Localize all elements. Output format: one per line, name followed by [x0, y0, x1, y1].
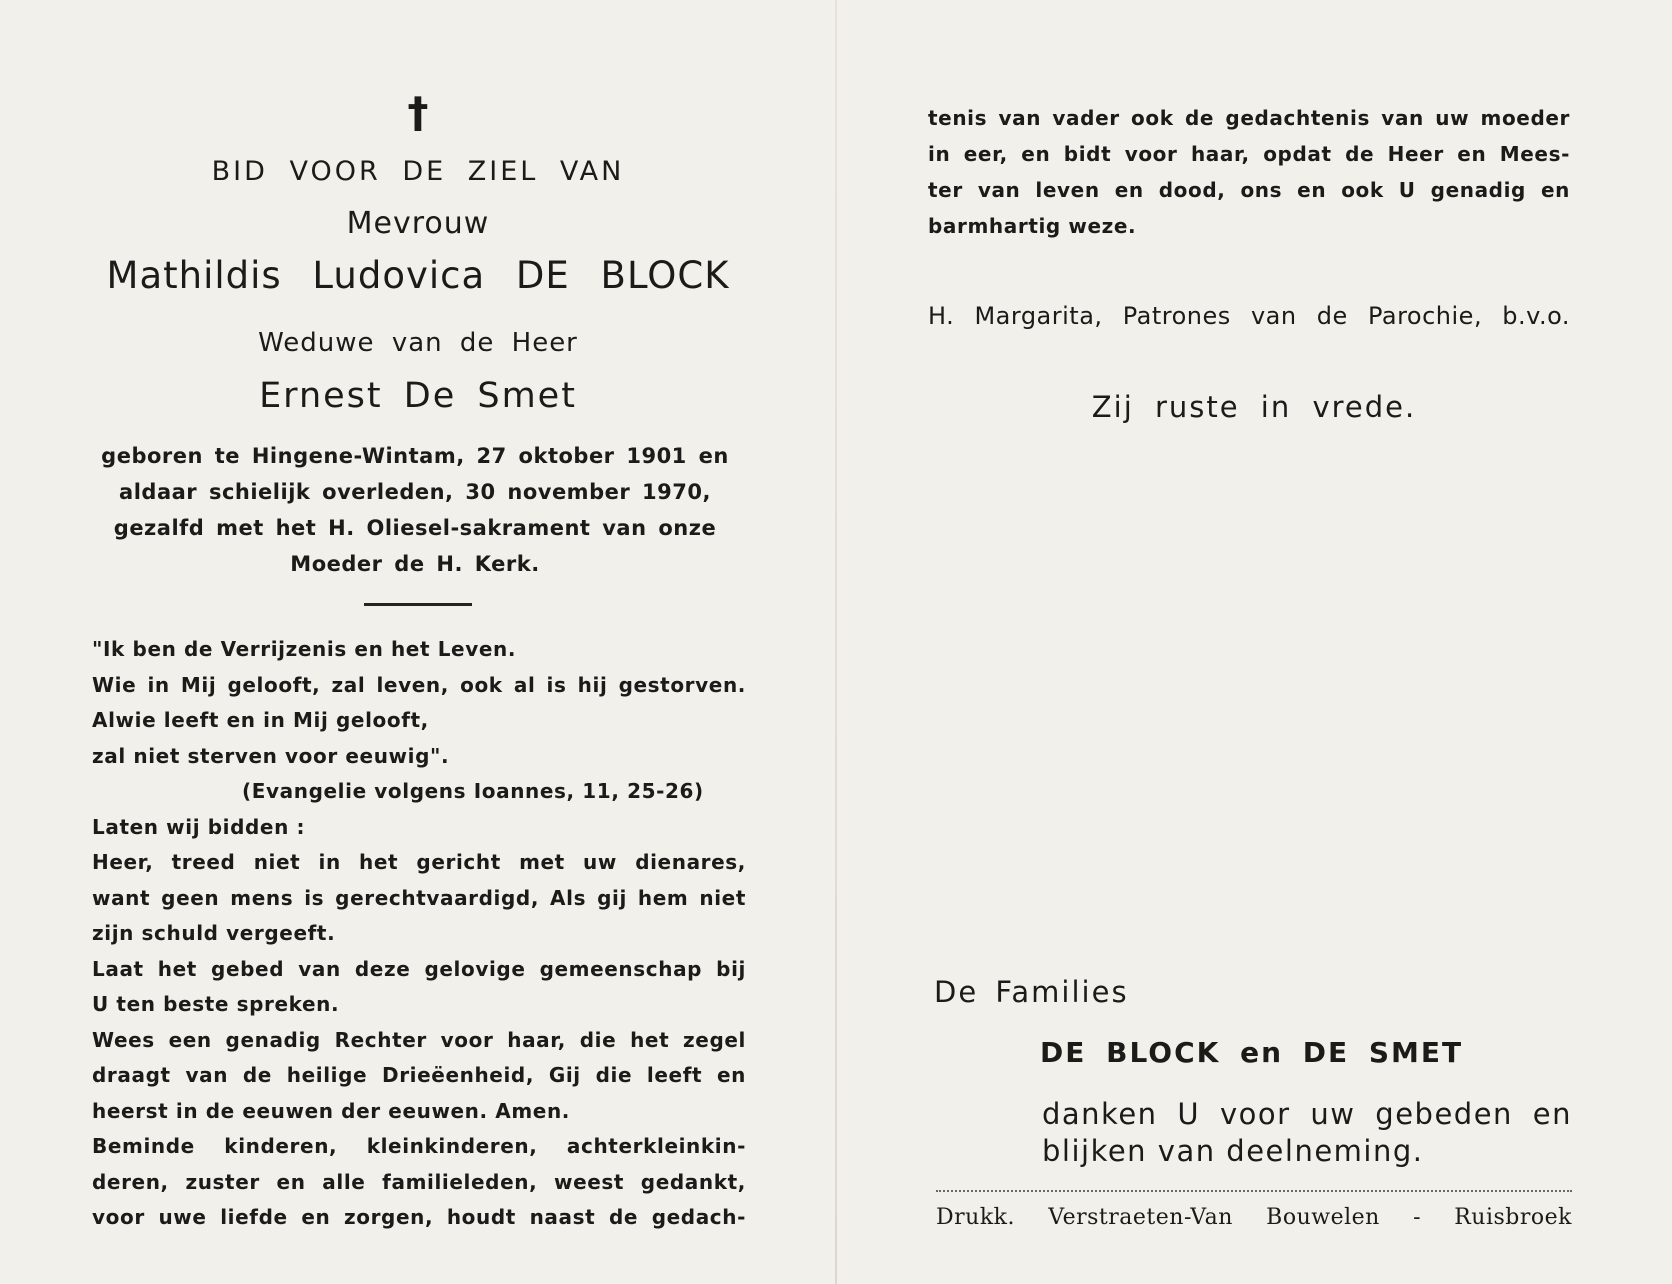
divider-line	[364, 603, 472, 606]
thanks-line: blijken van deelneming.	[1042, 1134, 1424, 1168]
prayer-line: heerst in de eeuwen der eeuwen. Amen.	[92, 1098, 571, 1123]
prayer-line: Alwie leeft en in Mij gelooft,	[92, 708, 429, 732]
continued-text	[928, 100, 1570, 244]
prayer-text	[92, 632, 746, 1236]
prayer-line: voor uwe liefde en zorgen, houdt naast de gedach-	[92, 1205, 746, 1229]
printer-rule	[936, 1190, 1572, 1192]
prayer-line: Wees een genadig Rechter voor haar, die het zegel	[92, 1027, 746, 1052]
birth-line: gezalfd met het H. Oliesel-sakrament van onze	[113, 516, 717, 540]
continued-line: in eer, en bidt voor haar, opdat de Heer en Mees-	[928, 142, 1570, 166]
prayer-line: U ten beste spreken.	[92, 992, 340, 1016]
prayer-line: deren, zuster en alle familieleden, weest gedankt,	[92, 1169, 746, 1194]
cross-symbol: †	[407, 88, 429, 137]
prayer-line: Laat het gebed van deze gelovige gemeenschap bij	[92, 956, 746, 981]
printer-credit: Drukk. Verstraeten-Van Bouwelen - Ruisbroek	[936, 1205, 1572, 1230]
prayer-line: zijn schuld vergeeft.	[92, 921, 336, 945]
thanks-line: danken U voor uw gebeden en	[1042, 1097, 1572, 1131]
rest-in-peace: Zij ruste in vrede.	[1091, 390, 1417, 424]
family-names: DE BLOCK en DE SMET	[1040, 1036, 1464, 1069]
prayer-line: zal niet sterven voor eeuwig".	[92, 743, 450, 768]
prayer-line: draagt van de heilige Drieëenheid, Gij die leeft en	[92, 1063, 746, 1087]
prayer-line: want geen mens is gerechtvaardigd, Als gij hem niet	[92, 885, 746, 910]
families-label: De Families	[934, 975, 1129, 1009]
continued-line: tenis van vader ook de gedachtenis van uw moeder	[928, 106, 1570, 130]
prayer-line: Wie in Mij gelooft, zal leven, ook al is hij gestorven.	[92, 672, 746, 697]
scripture-reference: (Evangelie volgens Ioannes, 11, 25-26)	[242, 779, 704, 803]
thanks-text	[1042, 1096, 1572, 1170]
prayer-line: Heer, treed niet in het gericht met uw dienares,	[92, 850, 746, 874]
continued-line: barmhartig weze.	[928, 214, 1137, 238]
prayer-line: Laten wij bidden :	[92, 814, 306, 839]
patron-saint-line: H. Margarita, Patrones van de Parochie, b.v.o.	[928, 302, 1570, 330]
birth-line: aldaar schielijk overleden, 30 november 1970,	[119, 480, 711, 504]
right-page	[836, 0, 1672, 1284]
title-mevrouw: Mevrouw	[346, 206, 490, 241]
deceased-name: Mathildis Ludovica DE BLOCK	[106, 254, 730, 297]
birth-death-details	[90, 438, 740, 582]
husband-name: Ernest De Smet	[259, 376, 577, 416]
prayer-line: Beminde kinderen, kleinkinderen, achterkleinkin-	[92, 1134, 746, 1158]
continued-line: ter van leven en dood, ons en ook U genadig en	[928, 178, 1570, 202]
prayer-line: "Ik ben de Verrijzenis en het Leven.	[92, 637, 517, 661]
widow-of-label: Weduwe van de Heer	[258, 328, 578, 358]
birth-line: geboren te Hingene-Wintam, 27 oktober 1901 en	[101, 444, 729, 468]
birth-line: Moeder de H. Kerk.	[290, 552, 540, 576]
heading: BID VOOR DE ZIEL VAN	[211, 156, 625, 187]
